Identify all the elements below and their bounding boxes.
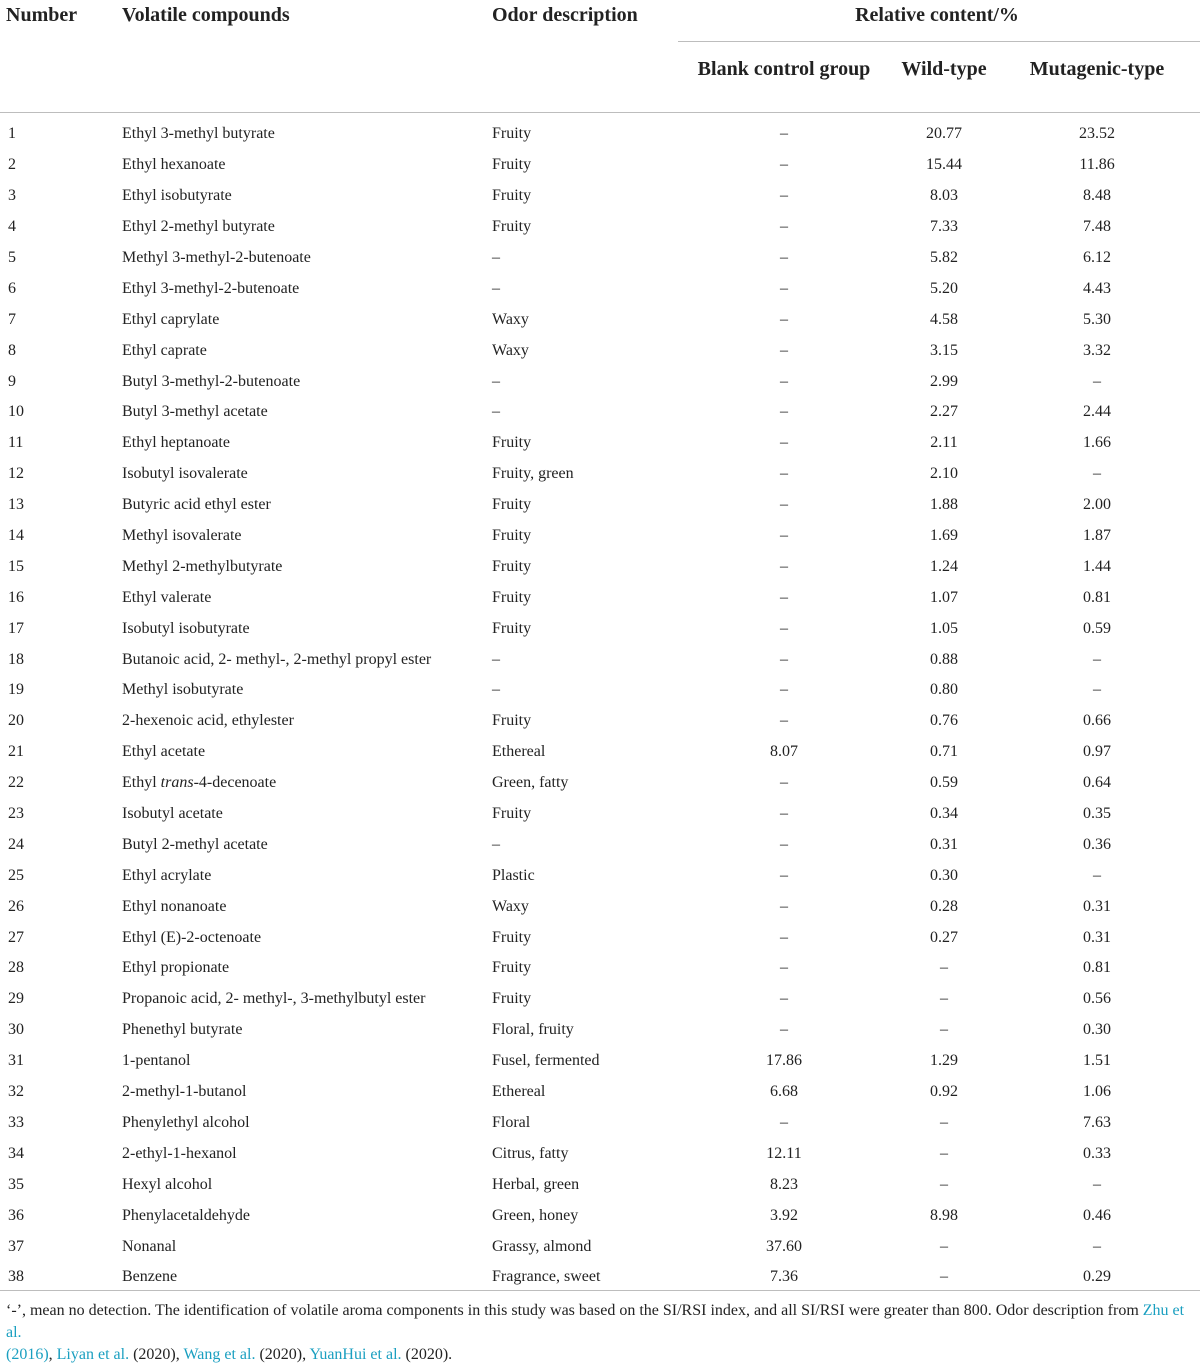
cell-number: 9 <box>8 372 16 390</box>
cell-mutagenic-type: 1.51 <box>1083 1052 1112 1070</box>
cell-wild-type: – <box>940 959 948 977</box>
cell-blank-control: – <box>780 496 788 514</box>
cell-number: 30 <box>8 1021 24 1039</box>
cell-odor: Waxy <box>492 310 529 328</box>
table-row <box>0 1046 1200 1077</box>
cell-number: 7 <box>8 310 16 328</box>
cell-mutagenic-type: 2.00 <box>1083 496 1112 514</box>
cell-mutagenic-type: 4.43 <box>1083 279 1112 297</box>
cell-odor: Fruity <box>492 928 532 946</box>
cell-mutagenic-type: 0.64 <box>1083 774 1112 792</box>
cell-odor: Fruity <box>492 619 532 637</box>
cell-odor: – <box>492 249 500 266</box>
cell-compound: Isobutyl isovalerate <box>122 465 248 483</box>
table-row <box>0 1138 1200 1169</box>
table-row <box>0 490 1200 521</box>
cell-odor: – <box>492 403 500 421</box>
cell-odor: Fruity <box>492 434 532 452</box>
cell-number: 13 <box>8 496 24 514</box>
cell-wild-type: – <box>940 990 948 1008</box>
cell-wild-type: 20.77 <box>926 125 962 143</box>
table-row <box>0 737 1200 768</box>
cell-compound: Butanoic acid, 2- methyl-, 2-methyl propyl ester <box>122 650 432 668</box>
table-row <box>0 273 1200 304</box>
cell-number: 26 <box>8 897 24 915</box>
cell-odor: Citrus, fatty <box>492 1144 569 1162</box>
table-row <box>0 551 1200 582</box>
table-row <box>0 799 1200 830</box>
table-body <box>0 113 1200 1293</box>
table-row <box>0 613 1200 644</box>
cell-mutagenic-type: 1.87 <box>1083 527 1112 545</box>
table-row <box>0 304 1200 335</box>
cell-wild-type: 1.88 <box>930 496 958 514</box>
citation-separator: , <box>302 1346 310 1363</box>
table-row <box>0 644 1200 675</box>
cell-number: 6 <box>8 279 16 297</box>
cell-compound: Ethyl hexanoate <box>122 156 226 174</box>
header-relative-content: Relative content/% <box>855 4 1019 26</box>
cell-blank-control: – <box>780 650 788 668</box>
cell-wild-type: 2.11 <box>930 434 958 452</box>
table-row <box>0 366 1200 397</box>
citation-link-yuanhui[interactable]: YuanHui et al. <box>309 1346 402 1363</box>
table-bottom-rule <box>0 1290 1200 1291</box>
cell-mutagenic-type: 11.86 <box>1079 156 1115 174</box>
cell-wild-type: 0.71 <box>930 743 958 761</box>
table-row <box>0 829 1200 860</box>
cell-wild-type: – <box>940 1237 948 1255</box>
cell-odor: Fruity <box>492 712 532 730</box>
cell-compound: Ethyl 2-methyl butyrate <box>122 218 275 236</box>
cell-number: 21 <box>8 743 24 761</box>
cell-blank-control: – <box>780 557 788 575</box>
cell-mutagenic-type: – <box>1093 866 1102 884</box>
cell-wild-type: – <box>940 1175 948 1193</box>
cell-mutagenic-type: 1.44 <box>1083 557 1112 575</box>
footnote-end: . <box>448 1346 453 1363</box>
cell-number: 15 <box>8 557 24 575</box>
cell-compound: Butyric acid ethyl ester <box>122 496 271 514</box>
cell-blank-control: – <box>780 1021 788 1039</box>
cell-odor: Fragrance, sweet <box>492 1268 601 1286</box>
cell-compound: 2-ethyl-1-hexanol <box>122 1144 237 1162</box>
table-row <box>0 212 1200 243</box>
cell-compound: Ethyl isobutyrate <box>122 187 232 205</box>
table-row <box>0 335 1200 366</box>
cell-odor: – <box>492 650 500 668</box>
cell-compound: Benzene <box>122 1268 178 1286</box>
cell-number: 23 <box>8 805 24 823</box>
cell-wild-type: 8.03 <box>930 187 958 205</box>
cell-compound: 2-hexenoic acid, ethylester <box>122 712 294 730</box>
cell-odor: Green, honey <box>492 1206 579 1224</box>
cell-odor: Ethereal <box>492 743 546 761</box>
citation-author: Zhu et al. <box>6 1302 1185 1341</box>
cell-mutagenic-type: 0.59 <box>1083 619 1112 637</box>
cell-wild-type: 2.10 <box>930 465 958 483</box>
cell-wild-type: – <box>940 1268 948 1286</box>
cell-number: 3 <box>8 187 16 205</box>
cell-number: 18 <box>8 650 24 668</box>
cell-compound <box>118 768 488 799</box>
cell-odor: Fruity <box>492 125 532 143</box>
cell-blank-control: 17.86 <box>766 1052 802 1070</box>
cell-mutagenic-type: – <box>1093 681 1102 699</box>
cell-compound: Phenylethyl alcohol <box>122 1113 250 1131</box>
cell-mutagenic-type: – <box>1093 1175 1102 1193</box>
cell-blank-control: – <box>780 835 788 853</box>
cell-number: 35 <box>8 1175 24 1193</box>
cell-blank-control: – <box>780 619 788 637</box>
cell-number: 32 <box>8 1083 24 1101</box>
cell-wild-type: 1.05 <box>930 619 958 637</box>
citation-year: (2020) <box>133 1346 176 1363</box>
cell-number: 28 <box>8 959 24 977</box>
cell-number: 31 <box>8 1052 24 1070</box>
table-row <box>0 1262 1200 1293</box>
cell-blank-control: – <box>780 465 788 483</box>
cell-mutagenic-type: 2.44 <box>1083 403 1112 421</box>
cell-number: 33 <box>8 1113 24 1131</box>
cell-blank-control: – <box>780 928 788 946</box>
cell-number: 38 <box>8 1268 24 1286</box>
citation-separator: , <box>48 1346 57 1363</box>
cell-wild-type: 4.58 <box>930 310 958 328</box>
cell-compound: 1-pentanol <box>122 1052 191 1070</box>
cell-number: 27 <box>8 928 24 946</box>
table-row <box>0 922 1200 953</box>
cell-blank-control: 6.68 <box>770 1083 798 1101</box>
table-row <box>0 706 1200 737</box>
cell-odor: Fruity <box>492 990 532 1008</box>
cell-blank-control: – <box>780 990 788 1008</box>
cell-blank-control: – <box>780 1113 788 1131</box>
cell-compound: Ethyl propionate <box>122 959 230 977</box>
cell-number: 11 <box>8 434 24 452</box>
cell-mutagenic-type: 5.30 <box>1083 310 1112 328</box>
cell-odor: Fruity <box>492 527 532 545</box>
cell-mutagenic-type: 7.63 <box>1083 1113 1112 1131</box>
cell-compound: Ethyl (E)-2-octenoate <box>122 928 262 946</box>
cell-blank-control: – <box>780 310 788 328</box>
header-relative-content-group <box>674 0 1200 46</box>
cell-odor: Fruity <box>492 496 532 514</box>
cell-number: 10 <box>8 403 24 421</box>
cell-odor: Fusel, fermented <box>492 1052 600 1070</box>
cell-blank-control: – <box>780 805 788 823</box>
cell-odor: Fruity, green <box>492 465 574 483</box>
cell-compound: Ethyl acetate <box>122 743 206 761</box>
cell-blank-control: 37.60 <box>766 1237 802 1255</box>
cell-compound: Ethyl valerate <box>122 588 212 606</box>
table-row <box>0 675 1200 706</box>
cell-blank-control: – <box>780 125 788 143</box>
cell-wild-type: 0.30 <box>930 866 958 884</box>
cell-wild-type: 0.27 <box>930 928 958 946</box>
cell-compound: Ethyl acrylate <box>122 866 212 884</box>
cell-number: 24 <box>8 835 24 853</box>
cell-number: 37 <box>8 1237 24 1255</box>
cell-wild-type: 2.27 <box>930 403 958 421</box>
cell-mutagenic-type: – <box>1093 372 1102 390</box>
table-row <box>0 984 1200 1015</box>
cell-compound: Ethyl 3-methyl butyrate <box>122 125 275 143</box>
table-row <box>0 1231 1200 1262</box>
header-compound: Volatile compounds <box>122 4 290 26</box>
cell-number: 2 <box>8 156 16 174</box>
cell-mutagenic-type: 1.06 <box>1083 1083 1112 1101</box>
cell-number: 34 <box>8 1144 24 1162</box>
cell-odor: Fruity <box>492 588 532 606</box>
cell-mutagenic-type: 0.31 <box>1083 928 1112 946</box>
table-row <box>0 397 1200 428</box>
cell-wild-type: 0.28 <box>930 897 958 915</box>
cell-blank-control: – <box>780 249 788 266</box>
cell-mutagenic-type: – <box>1093 1237 1102 1255</box>
cell-compound: Ethyl 3-methyl-2-butenoate <box>122 279 300 297</box>
table-row <box>0 243 1200 274</box>
cell-blank-control: 8.07 <box>770 743 798 761</box>
cell-blank-control: – <box>780 712 788 730</box>
table-row <box>0 1077 1200 1108</box>
cell-mutagenic-type: – <box>1093 650 1102 668</box>
cell-number: 5 <box>8 249 16 266</box>
table-row <box>0 768 1200 799</box>
table-row <box>0 891 1200 922</box>
cell-blank-control: – <box>780 187 788 205</box>
cell-wild-type: 0.88 <box>930 650 958 668</box>
cell-mutagenic-type: – <box>1093 465 1102 483</box>
cell-compound: Nonanal <box>122 1237 177 1255</box>
citation-link-wang[interactable]: Wang et al. <box>183 1346 256 1363</box>
cell-wild-type: 0.80 <box>930 681 958 699</box>
cell-wild-type: 0.34 <box>930 805 958 823</box>
cell-compound: Butyl 2-methyl acetate <box>122 835 268 853</box>
cell-wild-type: 1.29 <box>930 1052 958 1070</box>
cell-wild-type: 0.92 <box>930 1083 958 1101</box>
cell-compound: Propanoic acid, 2- methyl-, 3-methylbutyl ester <box>122 990 426 1008</box>
cell-compound: Methyl 3-methyl-2-butenoate <box>122 249 311 266</box>
cell-blank-control: – <box>780 434 788 452</box>
cell-compound: Methyl isobutyrate <box>122 681 244 699</box>
cell-number: 29 <box>8 990 24 1008</box>
cell-number: 12 <box>8 465 24 483</box>
cell-odor: Waxy <box>492 341 529 359</box>
cell-mutagenic-type: 3.32 <box>1083 341 1112 359</box>
cell-compound: Ethyl caprylate <box>122 310 220 328</box>
cell-odor: – <box>492 279 500 297</box>
cell-blank-control: – <box>780 866 788 884</box>
cell-wild-type: 0.76 <box>930 712 958 730</box>
cell-number: 4 <box>8 218 16 236</box>
cell-blank-control: 7.36 <box>770 1268 798 1286</box>
cell-number: 36 <box>8 1206 24 1224</box>
cell-blank-control: 8.23 <box>770 1175 798 1193</box>
cell-mutagenic-type: 0.97 <box>1083 743 1112 761</box>
table-row <box>0 1169 1200 1200</box>
cell-number: 8 <box>8 341 16 359</box>
cell-mutagenic-type: 0.46 <box>1083 1206 1112 1224</box>
cell-compound: Isobutyl acetate <box>122 805 223 823</box>
header-wild-type: Wild-type <box>901 58 987 80</box>
cell-mutagenic-type: 1.66 <box>1083 434 1112 452</box>
cell-mutagenic-type: 23.52 <box>1079 125 1116 143</box>
cell-compound: Hexyl alcohol <box>122 1175 213 1193</box>
cell-odor: Plastic <box>492 866 535 884</box>
cell-wild-type: 2.99 <box>930 372 958 390</box>
compound-italic-text: trans <box>160 774 194 792</box>
cell-wild-type: – <box>940 1021 948 1039</box>
cell-mutagenic-type: 7.48 <box>1083 218 1112 236</box>
cell-number: 16 <box>8 588 24 606</box>
cell-mutagenic-type: 0.81 <box>1083 959 1112 977</box>
cell-odor: Grassy, almond <box>492 1237 592 1255</box>
table-row <box>0 1015 1200 1046</box>
cell-mutagenic-type: 0.66 <box>1083 712 1112 730</box>
citation-year: (2020) <box>405 1346 449 1363</box>
table-row <box>0 181 1200 212</box>
cell-number: 22 <box>8 774 24 792</box>
cell-mutagenic-type: 0.33 <box>1083 1144 1112 1162</box>
table-row <box>0 1200 1200 1231</box>
cell-compound: Ethyl caprate <box>122 341 207 359</box>
cell-wild-type: 8.98 <box>930 1206 958 1224</box>
cell-wild-type: 0.59 <box>930 774 958 792</box>
cell-blank-control: – <box>780 156 788 174</box>
cell-odor: – <box>492 835 500 853</box>
table-row <box>0 521 1200 552</box>
cell-blank-control: 3.92 <box>770 1206 798 1224</box>
table-row <box>0 428 1200 459</box>
cell-compound: 2-methyl-1-butanol <box>122 1083 247 1101</box>
table-row <box>0 582 1200 613</box>
cell-odor: Waxy <box>492 897 529 915</box>
table-row <box>0 113 1200 150</box>
cell-mutagenic-type: 0.31 <box>1083 897 1112 915</box>
cell-compound: Ethyl nonanoate <box>122 897 227 915</box>
cell-mutagenic-type: 0.30 <box>1083 1021 1112 1039</box>
cell-number: 1 <box>8 125 16 143</box>
header-number: Number <box>6 4 78 26</box>
cell-blank-control: – <box>780 897 788 915</box>
cell-mutagenic-type: 0.56 <box>1083 990 1112 1008</box>
citation-link-liyan[interactable]: Liyan et al. <box>56 1346 130 1363</box>
table-row <box>0 150 1200 181</box>
cell-blank-control: – <box>780 403 788 421</box>
cell-blank-control: – <box>780 218 788 236</box>
cell-wild-type: – <box>940 1113 948 1131</box>
cell-odor: – <box>492 372 500 390</box>
cell-mutagenic-type: 0.29 <box>1083 1268 1112 1286</box>
cell-number: 25 <box>8 866 24 884</box>
header-blank-control: Blank control group <box>697 58 871 80</box>
header-odor: Odor description <box>492 4 638 26</box>
cell-blank-control: – <box>780 588 788 606</box>
cell-odor: Floral, fruity <box>492 1021 574 1039</box>
cell-odor: Fruity <box>492 959 532 977</box>
cell-blank-control: – <box>780 279 788 297</box>
table-row <box>0 1108 1200 1139</box>
cell-compound: Phenethyl butyrate <box>122 1021 243 1039</box>
cell-odor: Floral <box>492 1113 531 1131</box>
cell-mutagenic-type: 6.12 <box>1083 249 1112 266</box>
cell-wild-type: 1.69 <box>930 527 958 545</box>
cell-wild-type: – <box>940 1144 948 1162</box>
cell-blank-control: – <box>780 372 788 390</box>
cell-wild-type: 5.82 <box>930 249 958 266</box>
cell-odor: Green, fatty <box>492 774 569 792</box>
cell-wild-type: 0.31 <box>930 835 958 853</box>
cell-odor: Fruity <box>492 805 532 823</box>
cell-mutagenic-type: 8.48 <box>1083 187 1112 205</box>
cell-wild-type: 3.15 <box>930 341 958 359</box>
cell-blank-control: – <box>780 341 788 359</box>
compound-text: -4-decenoate <box>193 774 277 792</box>
cell-blank-control: – <box>780 681 788 699</box>
cell-compound: Methyl 2-methylbutyrate <box>122 557 283 575</box>
citation-separator: , <box>175 1346 184 1363</box>
cell-mutagenic-type: 0.35 <box>1083 805 1112 823</box>
footnote-text: ‘-’, mean no detection. The identification of volatile aroma components in this study was based on the SI/RSI index, and all SI/RSI were greater than 800. Odor description from <box>6 1302 1143 1319</box>
cell-wild-type: 15.44 <box>926 156 962 174</box>
cell-odor: Fruity <box>492 557 532 575</box>
cell-odor: Fruity <box>492 218 532 236</box>
cell-blank-control: – <box>780 774 788 792</box>
cell-number: 19 <box>8 681 24 699</box>
cell-wild-type: 1.24 <box>930 557 958 575</box>
header-group-divider <box>678 41 1200 42</box>
cell-number: 14 <box>8 527 24 545</box>
compound-text: Ethyl <box>122 774 161 792</box>
cell-blank-control: – <box>780 959 788 977</box>
cell-odor: – <box>492 681 500 699</box>
cell-wild-type: 5.20 <box>930 279 958 297</box>
cell-mutagenic-type: 0.36 <box>1083 835 1112 853</box>
cell-mutagenic-type: 0.81 <box>1083 588 1112 606</box>
cell-compound: Butyl 3-methyl acetate <box>122 403 268 421</box>
cell-odor: Herbal, green <box>492 1175 580 1193</box>
cell-blank-control: – <box>780 527 788 545</box>
table-footnote <box>6 1300 1196 1366</box>
cell-blank-control: 12.11 <box>766 1144 802 1162</box>
table-row <box>0 459 1200 490</box>
cell-number: 20 <box>8 712 24 730</box>
cell-compound: Methyl isovalerate <box>122 527 242 545</box>
cell-odor: Fruity <box>492 156 532 174</box>
cell-compound: Butyl 3-methyl-2-butenoate <box>122 372 301 390</box>
cell-wild-type: 7.33 <box>930 218 958 236</box>
header-mutagenic-type: Mutagenic-type <box>1029 58 1165 80</box>
cell-number: 17 <box>8 619 24 637</box>
cell-compound: Ethyl heptanoate <box>122 434 230 452</box>
table-row <box>0 953 1200 984</box>
cell-odor: Ethereal <box>492 1083 546 1101</box>
cell-compound: Isobutyl isobutyrate <box>122 619 250 637</box>
cell-compound: Phenylacetaldehyde <box>122 1206 250 1224</box>
citation-year: (2020) <box>259 1346 303 1363</box>
cell-odor: Fruity <box>492 187 532 205</box>
table-row <box>0 860 1200 891</box>
citation-year: (2016) <box>6 1346 49 1363</box>
cell-wild-type: 1.07 <box>930 588 958 606</box>
